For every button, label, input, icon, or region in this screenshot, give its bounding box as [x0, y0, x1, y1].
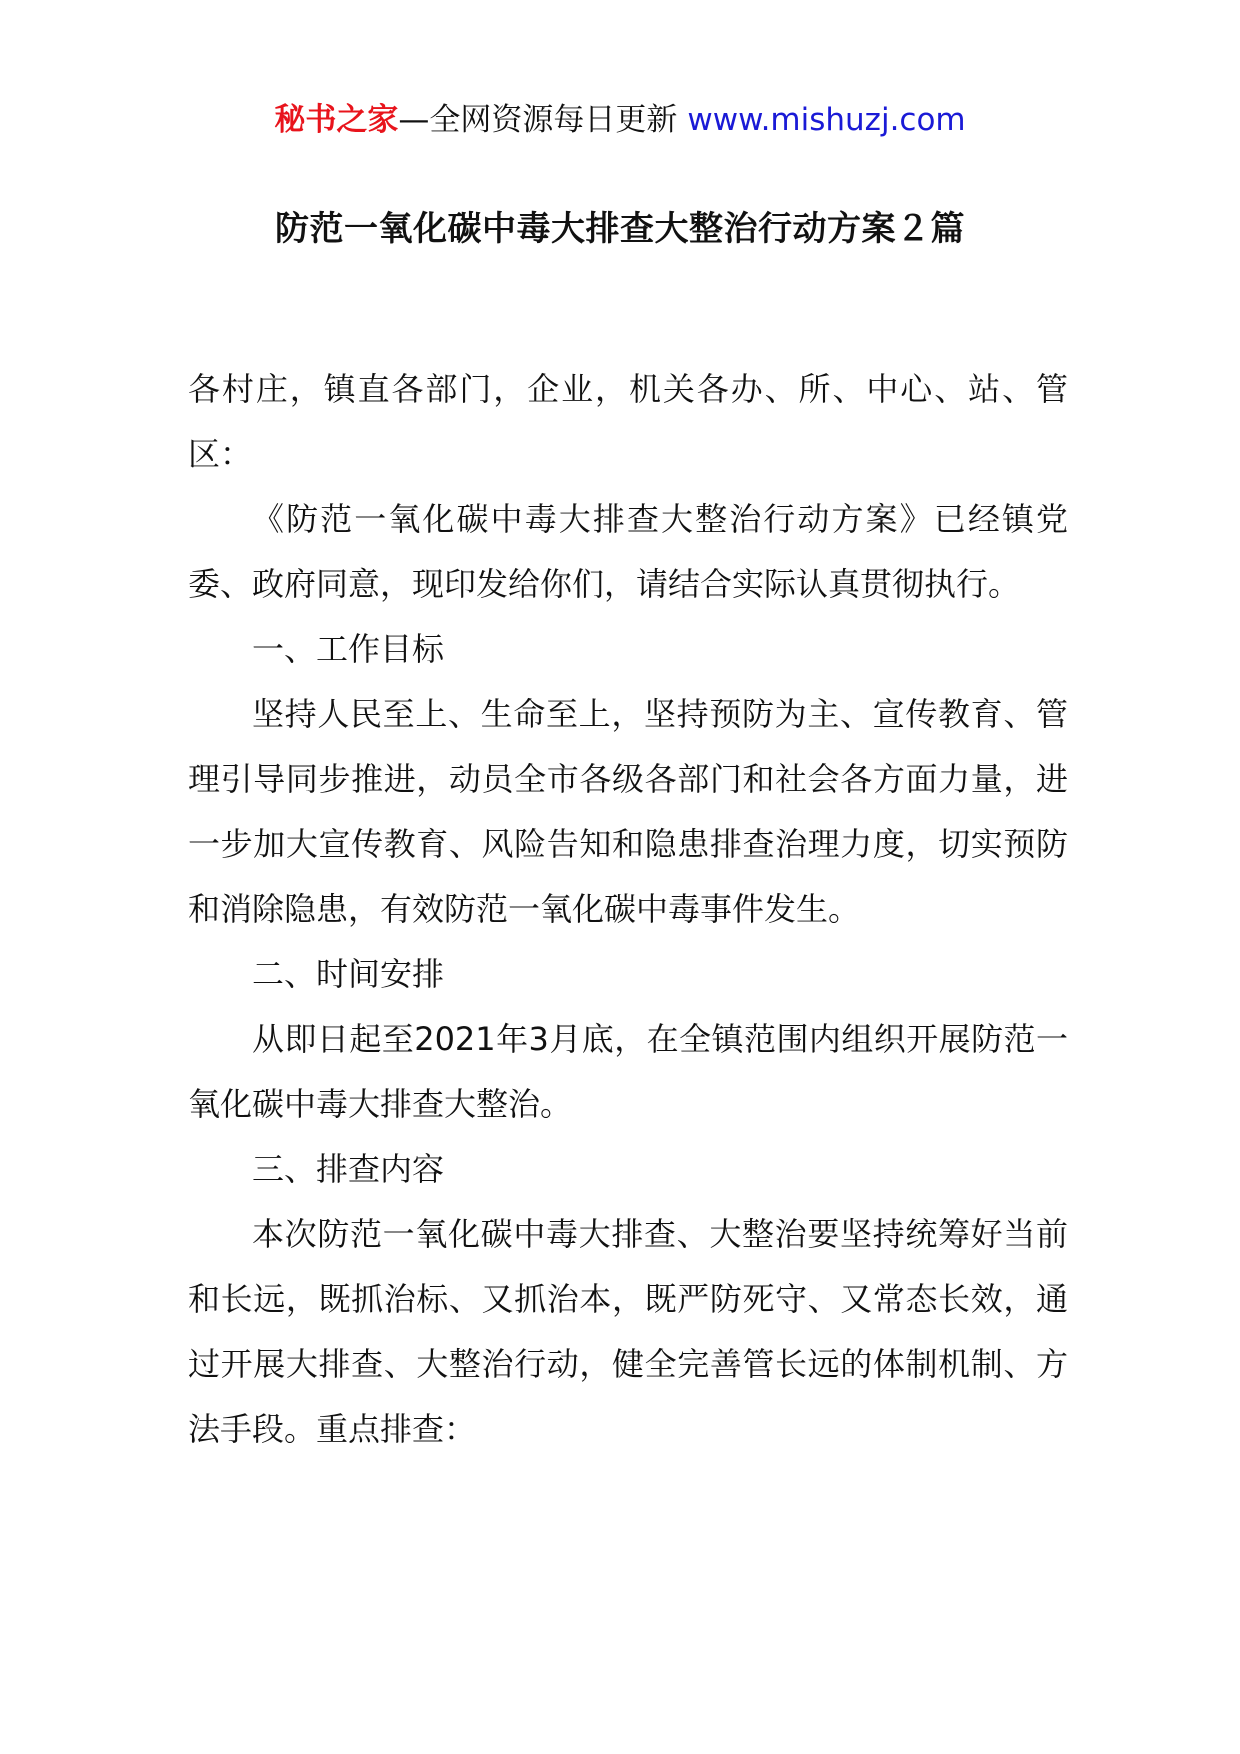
body-paragraph: 《防范一氧化碳中毒大排查大整治行动方案》已经镇党委、政府同意，现印发给你们，请结合实际认真贯彻执行。 [188, 500, 1068, 603]
site-url-link[interactable]: www.mishuzj.com [687, 102, 966, 138]
site-header [0, 98, 1240, 142]
document-title: 防范一氧化碳中毒大排查大整治行动方案２篇 [275, 209, 965, 249]
body-paragraph: 本次防范一氧化碳中毒大排查、大整治要坚持统筹好当前和长远，既抓治标、又抓治本，既严防死守、又常态长效，通过开展大排查、大整治行动，健全完善管长远的体制机制、方法手段。重点排查： [188, 1215, 1068, 1448]
body-paragraph: 从即日起至2021年3月底，在全镇范围内组织开展防范一氧化碳中毒大排查大整治。 [188, 1020, 1068, 1123]
salutation-paragraph: 各村庄，镇直各部门，企业，机关各办、所、中心、站、管区： [188, 370, 1068, 473]
site-name: 秘书之家 [274, 102, 399, 138]
body-paragraph: 坚持人民至上、生命至上，坚持预防为主、宣传教育、管理引导同步推进，动员全市各级各部门和社会各方面力量，进一步加大宣传教育、风险告知和隐患排查治理力度，切实预防和消除隐患，有效防范一氧化碳中毒事件发生。 [188, 695, 1068, 928]
section-heading: 一、工作目标 [252, 630, 445, 668]
document-body [188, 357, 1068, 1462]
section-heading: 三、排查内容 [252, 1150, 445, 1188]
site-slogan: —全网资源每日更新 [398, 102, 678, 138]
section-heading: 二、时间安排 [252, 955, 445, 993]
